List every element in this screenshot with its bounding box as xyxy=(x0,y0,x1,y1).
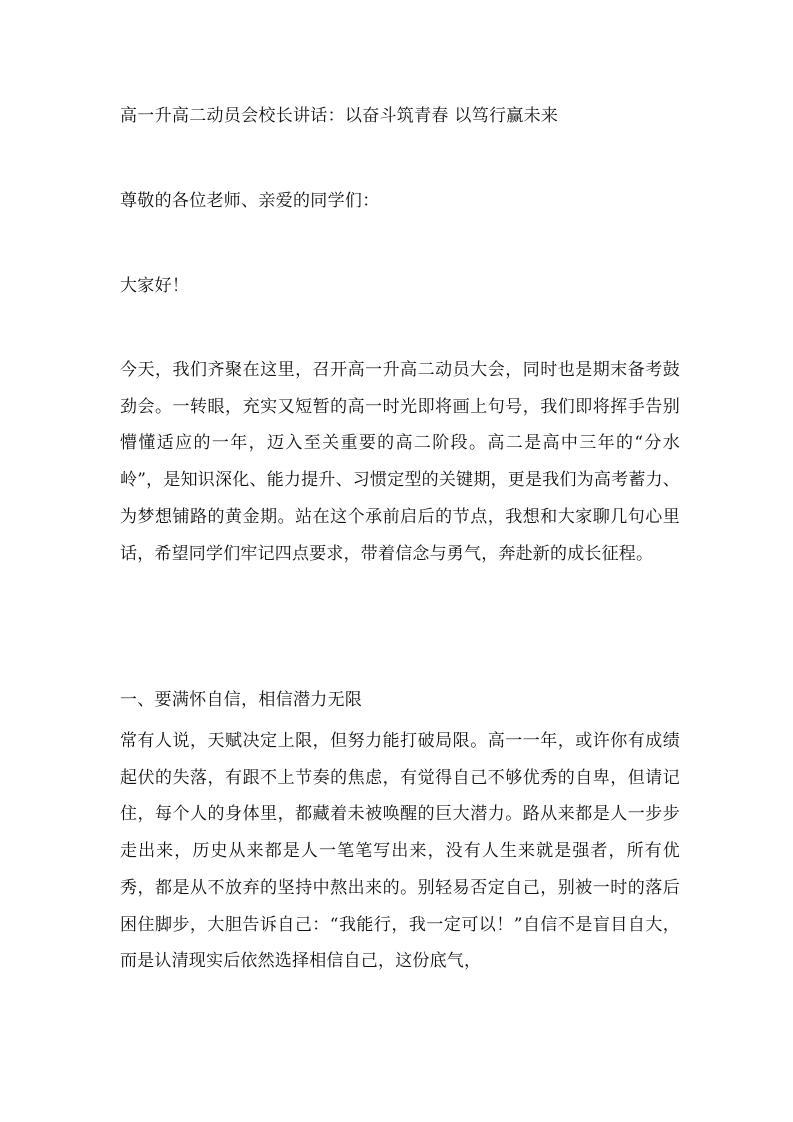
section-heading-1: 一、要满怀自信，相信潜力无限 xyxy=(120,690,363,710)
section-body-1: 常有人说，天赋决定上限，但努力能打破局限。高一一年，或许你有成绩起伏的失落，有跟不上节奏的焦虑，有觉得自己不够优秀的自卑，但请记住，每个人的身体里，都藏着未被唤醒的巨大潜力。路从来都是人一步步走出来，历史从来都是人一笔笔写出来，没有人生来就是强者，所有优秀，都是从不放弃的坚持中熬出来的。别轻易否定自己，别被一时的落后困住脚步，大胆告诉自己：“我能行，我一定可以！”自信不是盲目自大，而是认清现实后依然选择相信自己，这份底气， xyxy=(120,731,680,972)
intro-paragraph: 今天，我们齐聚在这里，召开高一升高二动员大会，同时也是期末备考鼓劲会。一转眼，充实又短暂的高一时光即将画上句号，我们即将挥手告别懵懂适应的一年，迈入至关重要的高二阶段。高二是高中三年的“分水岭”，是知识深化、能力提升、习惯定型的关键期，更是我们为高考蓄力、为梦想铺路的黄金期。站在这个承前启后的节点，我想和大家聊几句心里话，希望同学们牢记四点要求，带着信念与勇气，奔赴新的成长征程。 xyxy=(120,360,680,564)
document-title: 高一升高二动员会校长讲话：以奋斗筑青春 以笃行赢未来 xyxy=(120,106,559,126)
salutation: 尊敬的各位老师、亲爱的同学们： xyxy=(120,191,380,211)
greeting: 大家好！ xyxy=(120,276,190,296)
